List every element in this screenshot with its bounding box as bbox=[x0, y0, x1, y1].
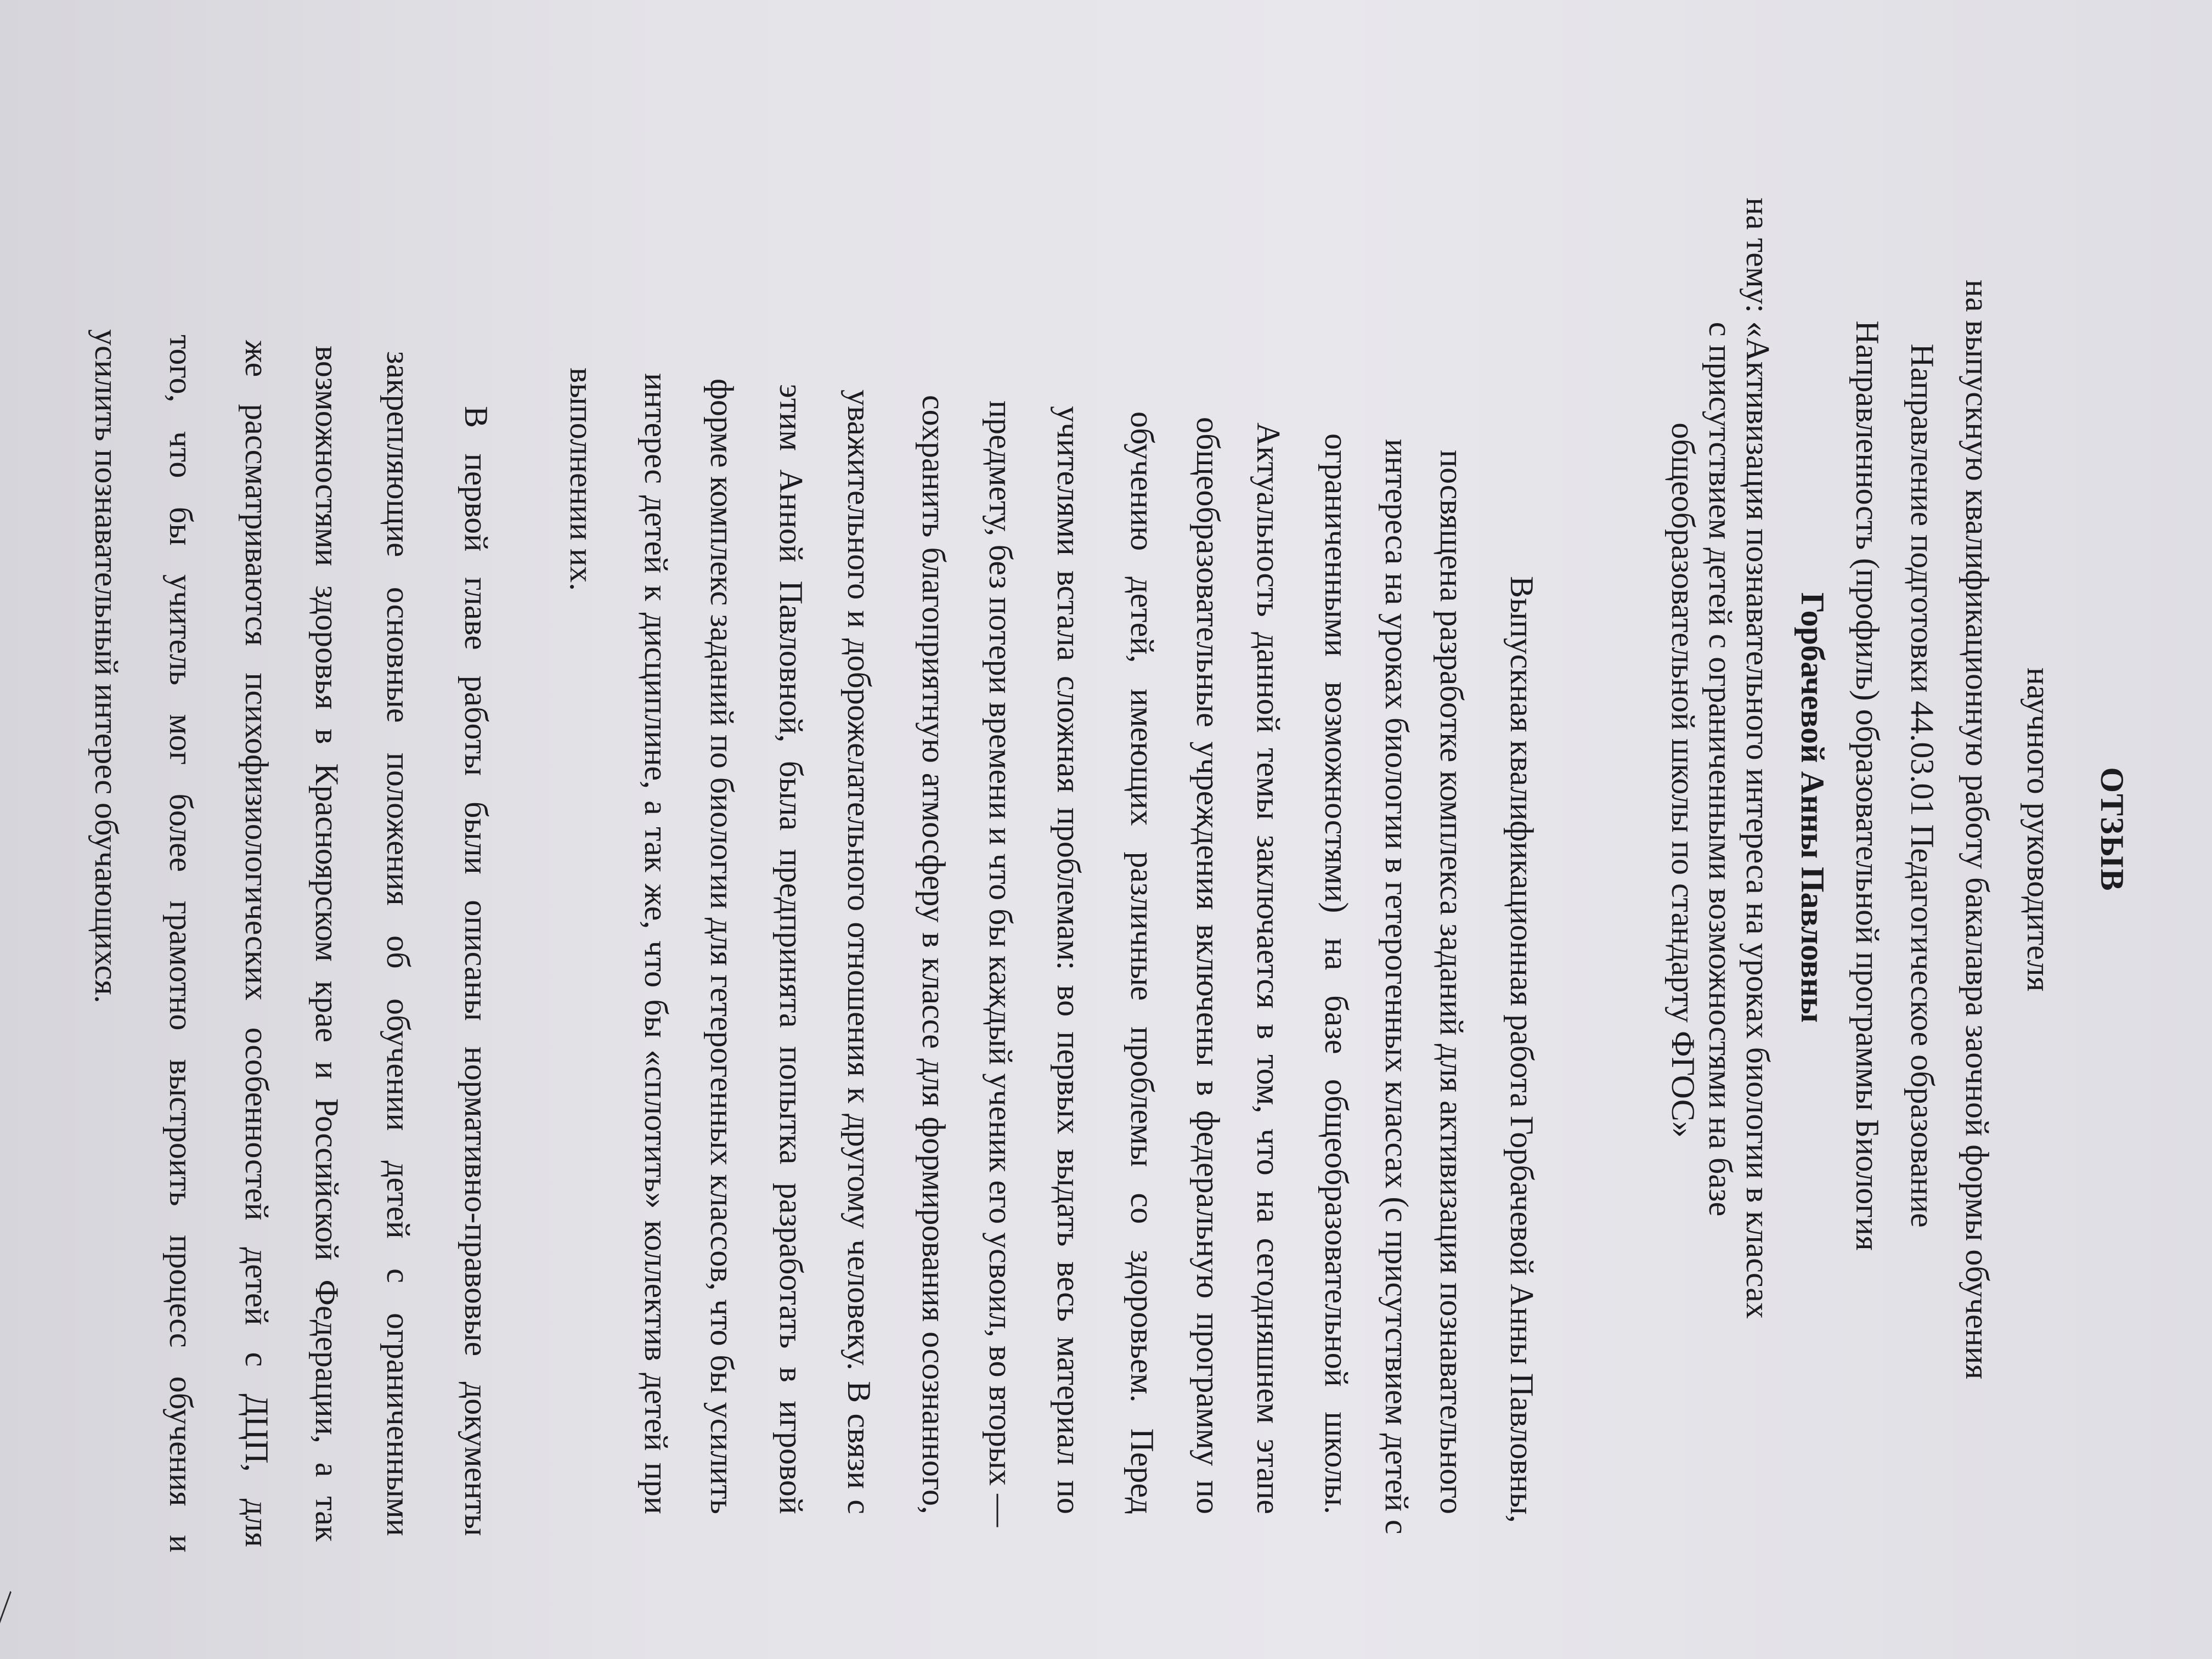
header-line: Направленность (профиль) образовательной программы Биология bbox=[1849, 320, 1886, 1251]
paragraph-line: Выпускная квалификационная работа Горбачевой Анны Павловны, bbox=[1504, 576, 1540, 1523]
topic-line: с присутствием детей с ограниченными возможностями на базе bbox=[1702, 321, 1739, 1217]
paragraph-line: учителями встала сложная проблемам: во первых выдать весь материал по bbox=[1051, 406, 1087, 1514]
paragraph-line: же рассматриваются психофизиологических особенностей детей с ДЦП, для bbox=[239, 340, 275, 1547]
paragraph-line: форме комплекс заданий по биологии для гетерогенных классов, что бы усилить bbox=[704, 379, 740, 1514]
topic-line: общеобразовательной школы по стандарту ФГОС» bbox=[1665, 422, 1701, 1138]
paragraph-line: выполнении их. bbox=[563, 368, 600, 591]
paragraph-line: предмету, без потери времени и что бы каждый ученик его усвоил, во вторых — bbox=[983, 400, 1019, 1527]
header-line: научного руководителя bbox=[2021, 667, 2057, 992]
paragraph-line: общеобразовательные учреждения включены в федеральную программу по bbox=[1190, 417, 1226, 1514]
paragraph-line: Актуальность данной темы заключается в том, что на сегодняшнем этапе bbox=[1250, 422, 1286, 1514]
paragraph-line: интерес детей к дисциплине, а так же, что бы «сплотить» коллектив детей при bbox=[638, 373, 674, 1514]
paragraph-line: интереса на уроках биологии в гетерогенных классах (с присутствием детей с bbox=[1379, 439, 1415, 1534]
paragraph-line: сохранить благоприятную атмосферу в классе для формирования осознанного, bbox=[916, 395, 952, 1514]
paragraph-line: этим Анной Павловной, была предпринята попытка разработать в игровой bbox=[773, 384, 809, 1514]
paragraph-line: ограниченными возможностями) на базе общеобразовательной школы. bbox=[1318, 433, 1355, 1514]
paragraph-line: закрепляющие основные положения об обучении детей с ограниченными bbox=[380, 351, 416, 1536]
paragraph-line: обучению детей, имеющих различные проблемы со здоровьем. Перед bbox=[1124, 411, 1160, 1514]
document-title: ОТЗЫВ bbox=[2094, 767, 2130, 892]
topic-line: на тему: «Активизация познавательного интереса на уроках биологии в классах bbox=[1740, 198, 1776, 1319]
paragraph-line: того, что бы учитель мог более грамотно выстроить процесс обучения и bbox=[163, 335, 199, 1553]
paragraph-line: В первой главе работы были описаны нормативно-правовые документы bbox=[458, 406, 494, 1536]
paragraph-line: усилить познавательный интерес обучающихся. bbox=[88, 329, 125, 1003]
paragraph-line: уважительного и доброжелательного отношения к другому человеку. В связи с bbox=[841, 390, 877, 1514]
header-line: Направление подготовки 44.03.01 Педагогическое образование bbox=[1904, 343, 1940, 1228]
student-name: Горбачевой Анны Павловны bbox=[1795, 592, 1831, 1023]
paragraph-line: возможностями здоровья в Красноярском крае и Российской Федерации, а так bbox=[309, 346, 345, 1542]
paragraph-line: посвящена разработке комплекса заданий для активизация познавательного bbox=[1434, 450, 1470, 1514]
header-line: на выпускную квалификационную работу бакалавра заочной формы обучения bbox=[1959, 279, 1995, 1380]
